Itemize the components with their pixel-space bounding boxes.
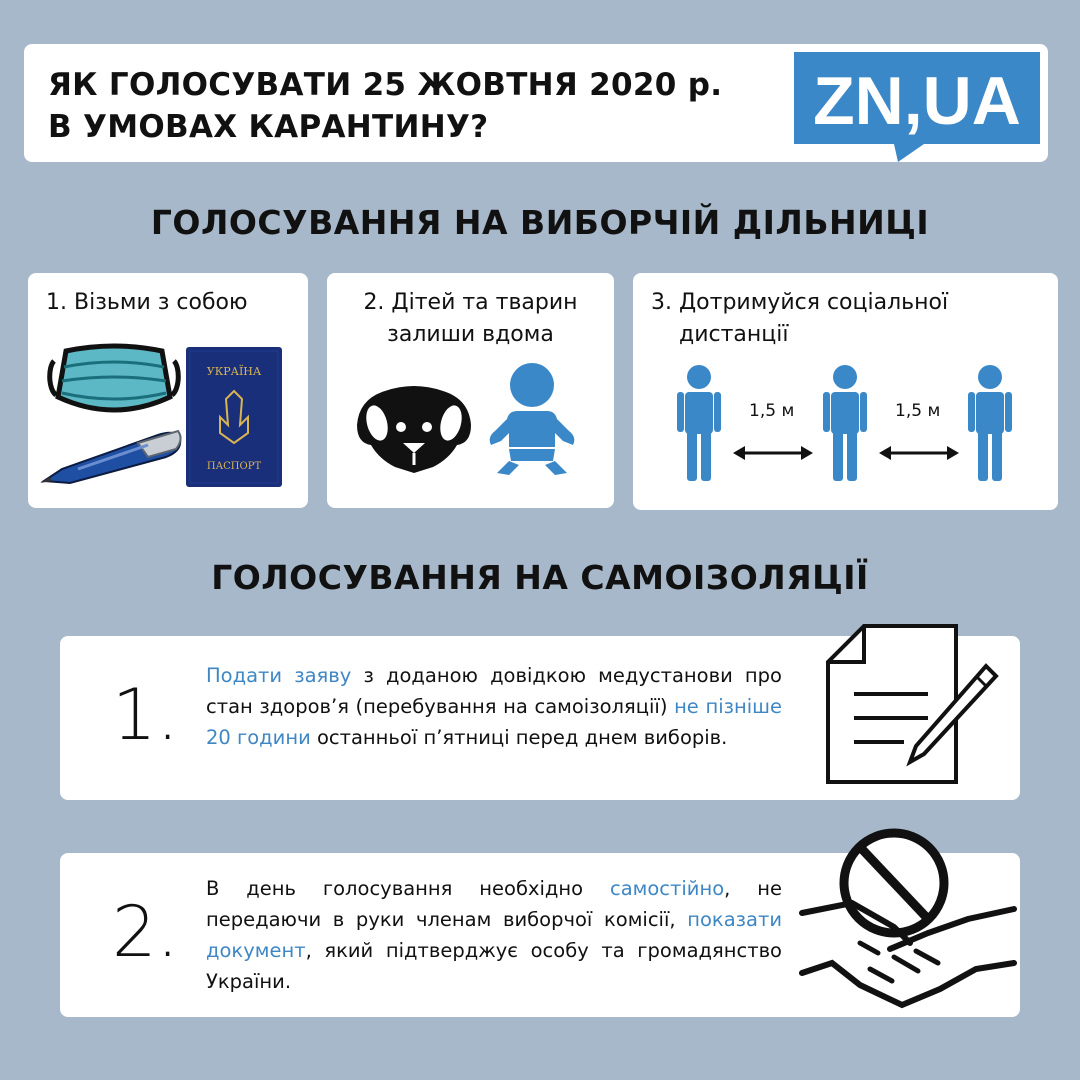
passport-country: УКРАЇНА	[206, 365, 262, 378]
item-title-2-line-1: 2. Дітей та тварин	[363, 290, 578, 315]
passport-label: ПАСПОРТ	[206, 461, 262, 472]
item-title-2-line-2: залиши вдома	[387, 322, 554, 347]
step-card-1	[60, 636, 1020, 800]
zn-ua-logo[interactable]	[794, 52, 1040, 162]
step-1-highlight-2: не пізніше 20 години	[206, 695, 782, 749]
item-title-3-line-1: 3. Дотримуйся соціальної	[651, 290, 949, 315]
step-text-1	[206, 660, 782, 753]
item-title-1: 1. Візьми з собою	[46, 290, 248, 315]
dog-icon	[357, 385, 472, 473]
face-mask-icon	[44, 347, 184, 419]
item-card-leave-at-home	[327, 273, 614, 508]
step-card-2	[60, 853, 1020, 1017]
logo-text: ZN,UA	[813, 63, 1021, 139]
item-title-3-line-2: дистанції	[679, 322, 789, 347]
step-2-highlight-2: показати документ	[206, 908, 782, 962]
person-icon	[677, 365, 721, 481]
passport-icon	[186, 347, 282, 487]
baby-icon	[487, 361, 577, 477]
title-line-2: В УМОВАХ КАРАНТИНУ?	[48, 109, 489, 145]
distance-label-1: 1,5 м	[749, 401, 795, 421]
item-card-take-with-you	[28, 273, 308, 508]
document-signing-icon	[824, 622, 1004, 796]
step-2-text-3: , який підтверджує особу та громадянство України.	[206, 939, 782, 993]
double-arrow-icon	[733, 445, 813, 461]
step-2-text-2: , не передаючи в руки членам виборчої комісії,	[206, 877, 782, 931]
section-title-polling-station: ГОЛОСУВАННЯ НА ВИБОРЧІЙ ДІЛЬНИЦІ	[150, 203, 930, 242]
step-2-text-1: В день голосування необхідно	[206, 877, 610, 900]
header-card	[24, 44, 1048, 162]
step-1-text-2: останньої п’ятниці перед днем виборів.	[310, 726, 728, 749]
step-2-highlight-1: самостійно	[609, 877, 725, 900]
step-number-1: 1.	[112, 674, 179, 756]
item-card-social-distance	[633, 273, 1058, 510]
step-number-2: 2.	[112, 891, 179, 973]
item-title-2	[343, 287, 598, 351]
pen-icon	[38, 425, 188, 485]
step-1-text-1: з доданою довідкою медустанови про стан здоров’я (перебування на самоізоляції)	[206, 664, 782, 718]
distance-label-2: 1,5 м	[895, 401, 941, 421]
double-arrow-icon	[879, 445, 959, 461]
person-icon	[968, 365, 1012, 481]
page-title	[48, 64, 722, 148]
no-handshake-icon	[798, 823, 1018, 1019]
item-title-3	[651, 287, 948, 351]
title-line-1: ЯК ГОЛОСУВАТИ 25 ЖОВТНЯ 2020 р.	[48, 67, 723, 103]
step-text-2	[206, 873, 782, 997]
person-icon	[823, 365, 867, 481]
step-1-highlight-1: Подати заяву	[206, 664, 352, 687]
section-title-self-isolation: ГОЛОСУВАННЯ НА САМОІЗОЛЯЦІЇ	[211, 558, 869, 597]
